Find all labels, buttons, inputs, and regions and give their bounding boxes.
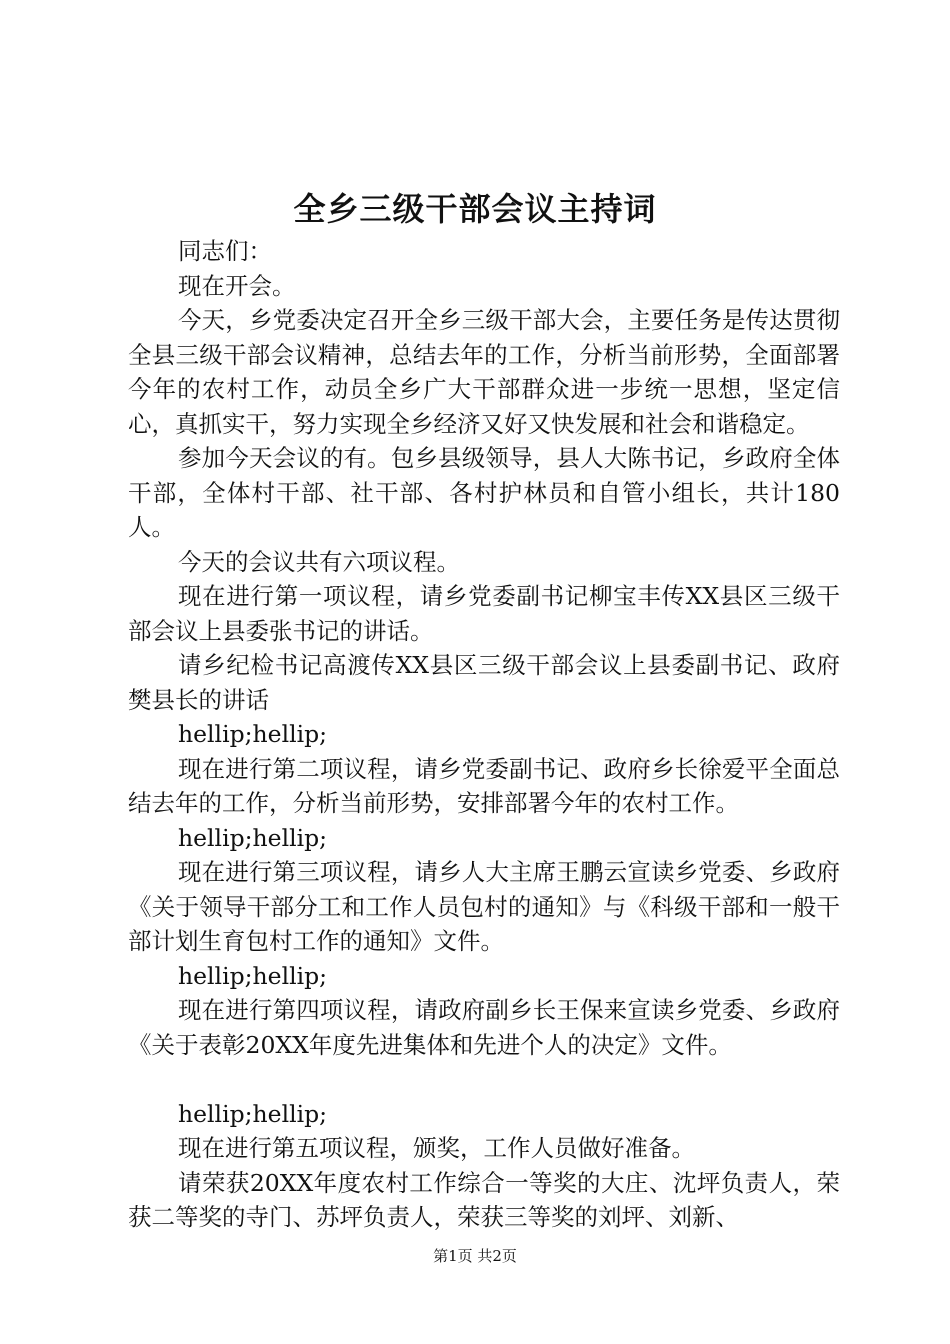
paragraph-greeting: 同志们： xyxy=(178,237,272,265)
page-footer: 第1页 共2页 xyxy=(433,1247,517,1265)
paragraph-agenda-2: 现在进行第二项议程，请乡党委副书记、政府乡长徐爱平全面总结去年的工作，分析当前形势，安排部署今年的农村工作。 xyxy=(128,754,840,817)
paragraph-agenda-1b: 请乡纪检书记高渡传XX县区三级干部会议上县委副书记、政府樊县长的讲话 xyxy=(128,651,840,714)
document-title: 全乡三级干部会议主持词 xyxy=(293,190,657,228)
paragraph-agenda-5: 现在进行第五项议程，颁奖，工作人员做好准备。 xyxy=(178,1134,695,1162)
paragraph-agenda-count: 今天的会议共有六项议程。 xyxy=(178,547,460,576)
paragraph-attendees: 参加今天会议的有。包乡县级领导，县人大陈书记，乡政府全体干部，全体村干部、社干部、各村护林员和自管小组长，共计180人。 xyxy=(128,444,840,541)
document-body xyxy=(128,234,840,1235)
paragraph-ellipsis: hellip;hellip; xyxy=(178,823,328,852)
paragraph-agenda-3: 现在进行第三项议程，请乡人大主席王鹏云宣读乡党委、乡政府《关于领导干部分工和工作人员包村的通知》与《科级干部和一般干部计划生育包村工作的通知》文件。 xyxy=(128,858,840,955)
paragraph-opening: 现在开会。 xyxy=(178,271,296,300)
paragraph-awards: 请荣获20XX年度农村工作综合一等奖的大庄、沈坪负责人，荣获二等奖的寺门、苏坪负责人，荣获三等奖的刘坪、刘新、 xyxy=(128,1168,840,1231)
paragraph-agenda-1: 现在进行第一项议程，请乡党委副书记柳宝丰传XX县区三级干部会议上县委张书记的讲话。 xyxy=(128,582,840,645)
paragraph-ellipsis: hellip;hellip; xyxy=(178,720,328,748)
paragraph-purpose: 今天，乡党委决定召开全乡三级干部大会，主要任务是传达贯彻全县三级干部会议精神，总结去年的工作，分析当前形势，全面部署今年的农村工作，动员全乡广大干部群众进一步统一思想，坚定信心，真抓实干，努力实现全乡经济又好又快发展和社会和谐稳定。 xyxy=(128,306,840,438)
paragraph-ellipsis: hellip;hellip; xyxy=(178,961,328,990)
paragraph-ellipsis: hellip;hellip; xyxy=(178,1099,328,1128)
paragraph-agenda-4: 现在进行第四项议程，请政府副乡长王保来宣读乡党委、乡政府《关于表彰20XX年度先进集体和先进个人的决定》文件。 xyxy=(128,996,840,1059)
